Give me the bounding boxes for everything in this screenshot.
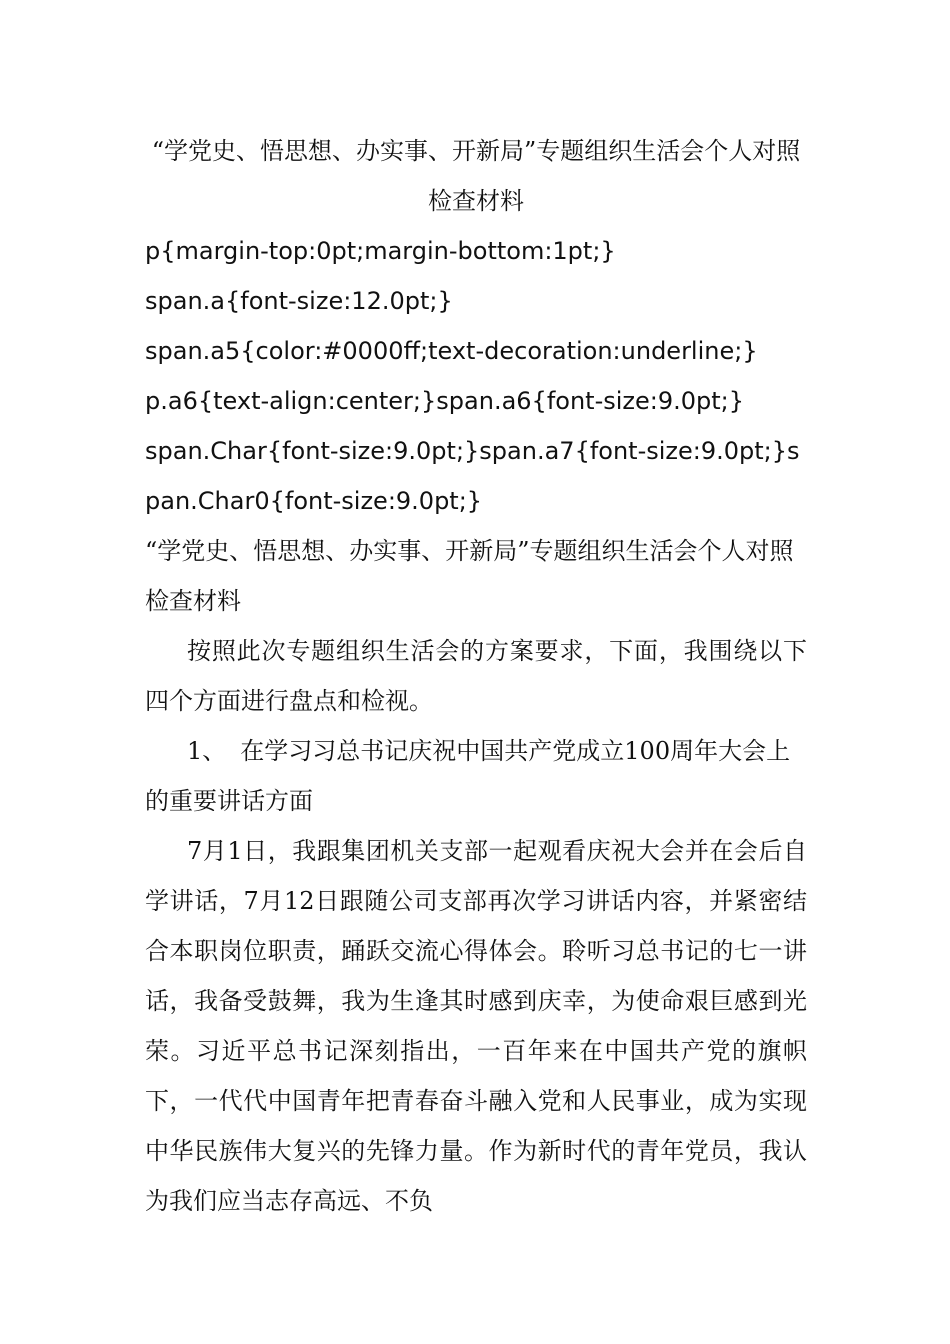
css-residue-line: span.a5{color:#0000ff;text-decoration:underline;}: [145, 337, 758, 365]
body-paragraph: 7月1日，我跟集团机关支部一起观看庆祝大会并在会后自学讲话，7月12日跟随公司支部再次学习讲话内容，并紧密结合本职岗位职责，踊跃交流心得体会。聆听习总书记的七一讲话，我备受鼓舞，我为生逢其时感到庆幸，为使命艰巨感到光荣。习近平总书记深刻指出，一百年来在中国共产党的旗帜下，一代代中国青年把青春奋斗融入党和人民事业，成为实现中华民族伟大复兴的先锋力量。作为新时代的青年党员，我认为我们应当志存高远、不负: [145, 837, 807, 1215]
section-heading-text: 在学习习总书记庆祝中国共产党成立100周年大会上的重要讲话方面: [145, 737, 791, 815]
intro-paragraph: 按照此次专题组织生活会的方案要求，下面，我围绕以下四个方面进行盘点和检视。: [145, 637, 807, 715]
css-residue-line: span.Char{font-size:9.0pt;}span.a7{font-size:9.0pt;}span.Char0{font-size:9.0pt;}: [145, 437, 800, 515]
document-page: [145, 126, 807, 1226]
css-residue-line: p{margin-top:0pt;margin-bottom:1pt;}: [145, 237, 616, 265]
css-residue-line: p.a6{text-align:center;}span.a6{font-size:9.0pt;}: [145, 387, 745, 415]
document-subtitle: “学党史、悟思想、办实事、开新局”专题组织生活会个人对照检查材料: [145, 537, 794, 615]
section-heading: [145, 726, 807, 826]
section-number: 1、: [187, 737, 227, 765]
css-residue-line: span.a{font-size:12.0pt;}: [145, 287, 453, 315]
document-title: “学党史、悟思想、办实事、开新局”专题组织生活会个人对照检查材料: [151, 137, 801, 215]
